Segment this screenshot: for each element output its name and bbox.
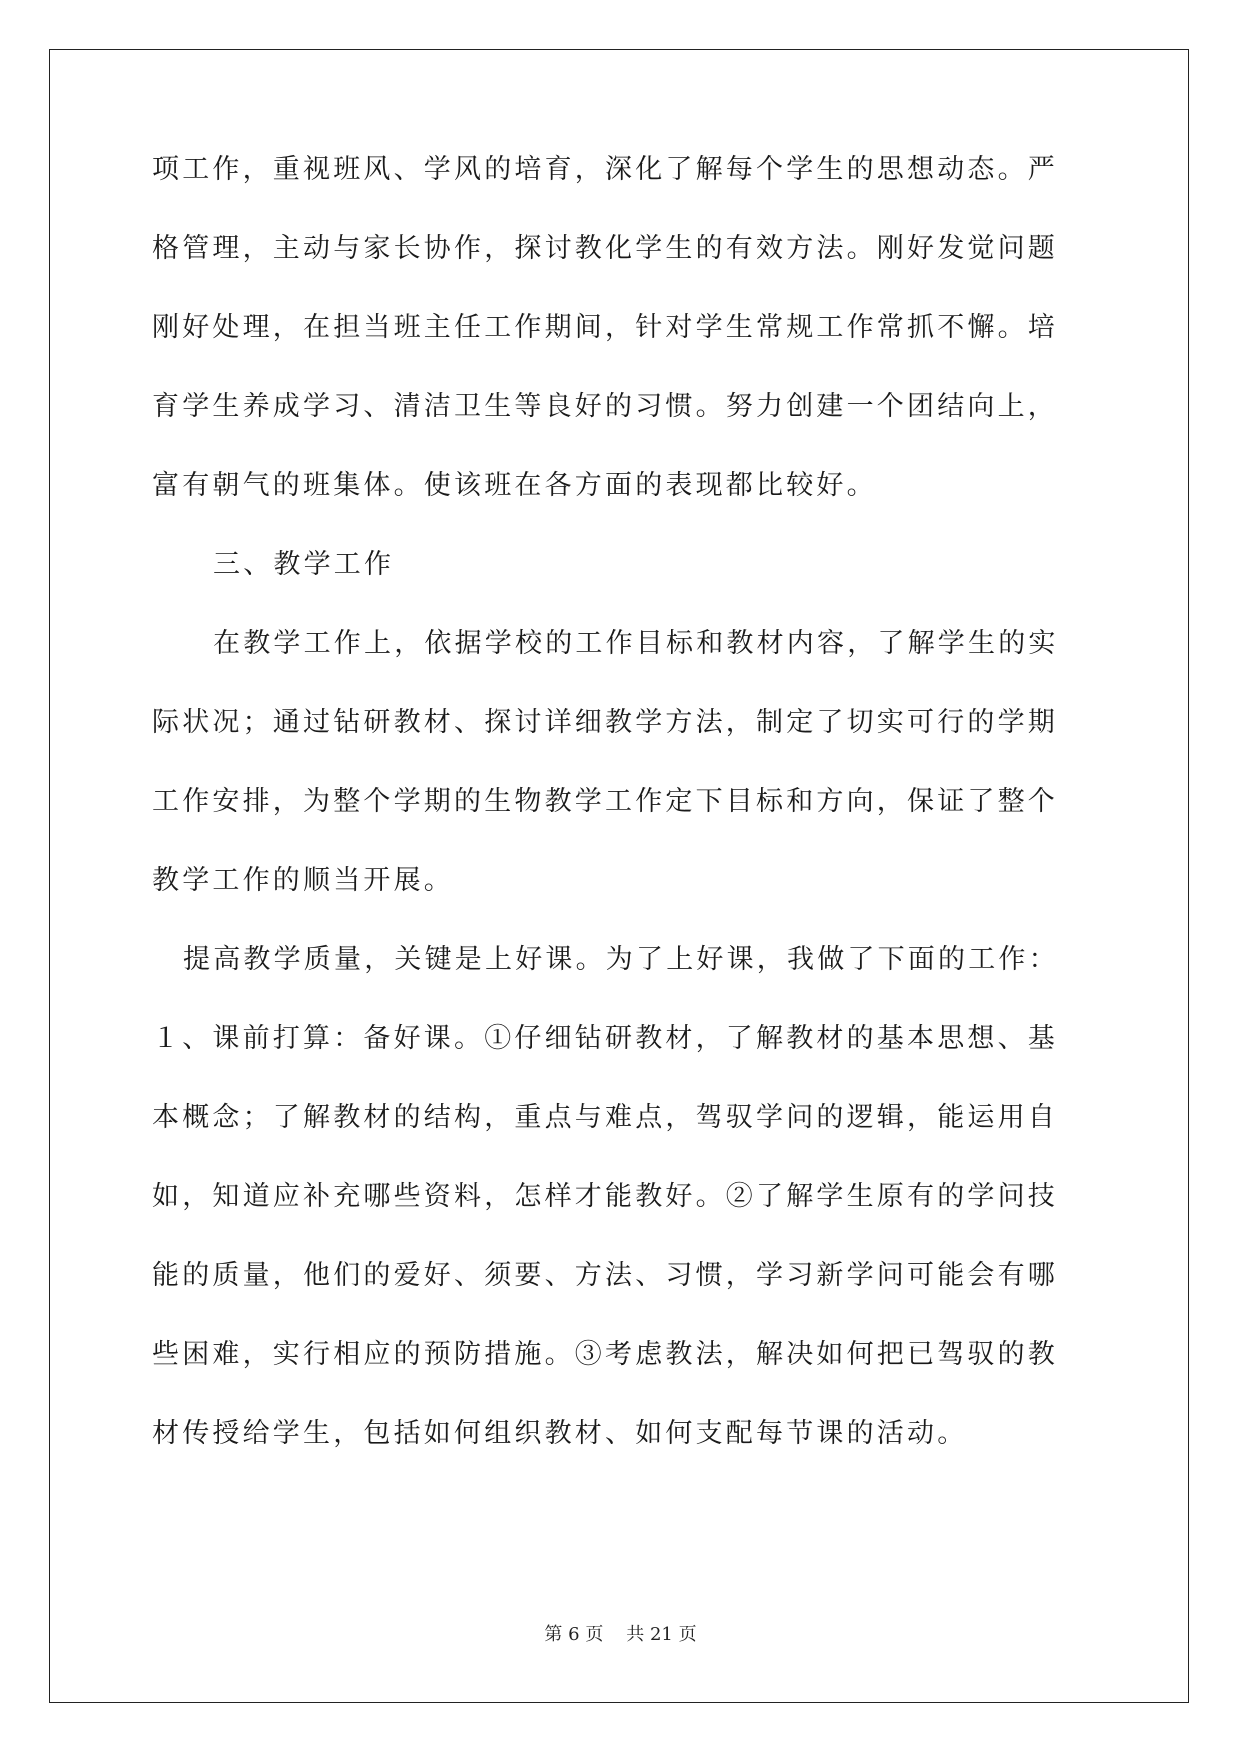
page-number: 第 6 页	[544, 1624, 604, 1645]
paragraph-line: 能的质量，他们的爱好、须要、方法、习惯，学习新学问可能会有哪	[152, 1260, 1058, 1291]
paragraph-line: 工作安排，为整个学期的生物教学工作定下目标和方向，保证了整个	[152, 786, 1058, 817]
page-total: 共 21 页	[626, 1624, 697, 1645]
paragraph-line: 本概念；了解教材的结构，重点与难点，驾驭学问的逻辑，能运用自	[152, 1102, 1058, 1133]
page-footer	[0, 1620, 1241, 1646]
paragraph-line: 提高教学质量，关键是上好课。为了上好课，我做了下面的工作：	[183, 944, 1059, 975]
paragraph-line: 育学生养成学习、清洁卫生等良好的习惯。努力创建一个团结向上，	[152, 391, 1058, 422]
paragraph-line: １、课前打算：备好课。①仔细钻研教材，了解教材的基本思想、基	[152, 1023, 1058, 1054]
paragraph-line: 际状况；通过钻研教材、探讨详细教学方法，制定了切实可行的学期	[152, 707, 1058, 738]
paragraph-line: 教学工作的顺当开展。	[152, 865, 454, 896]
paragraph-line: 刚好处理，在担当班主任工作期间，针对学生常规工作常抓不懈。培	[152, 312, 1058, 343]
paragraph-line: 格管理，主动与家长协作，探讨教化学生的有效方法。刚好发觉问题	[152, 233, 1058, 264]
paragraph-line: 材传授给学生，包括如何组织教材、如何支配每节课的活动。	[152, 1418, 968, 1449]
paragraph-line: 富有朝气的班集体。使该班在各方面的表现都比较好。	[152, 470, 877, 501]
section-heading: 三、教学工作	[213, 549, 395, 580]
paragraph-line: 在教学工作上，依据学校的工作目标和教材内容，了解学生的实	[213, 628, 1059, 659]
paragraph-line: 项工作，重视班风、学风的培育，深化了解每个学生的思想动态。严	[152, 154, 1058, 185]
paragraph-line: 些困难，实行相应的预防措施。③考虑教法，解决如何把已驾驭的教	[152, 1339, 1058, 1370]
paragraph-line: 如，知道应补充哪些资料，怎样才能教好。②了解学生原有的学问技	[152, 1181, 1058, 1212]
